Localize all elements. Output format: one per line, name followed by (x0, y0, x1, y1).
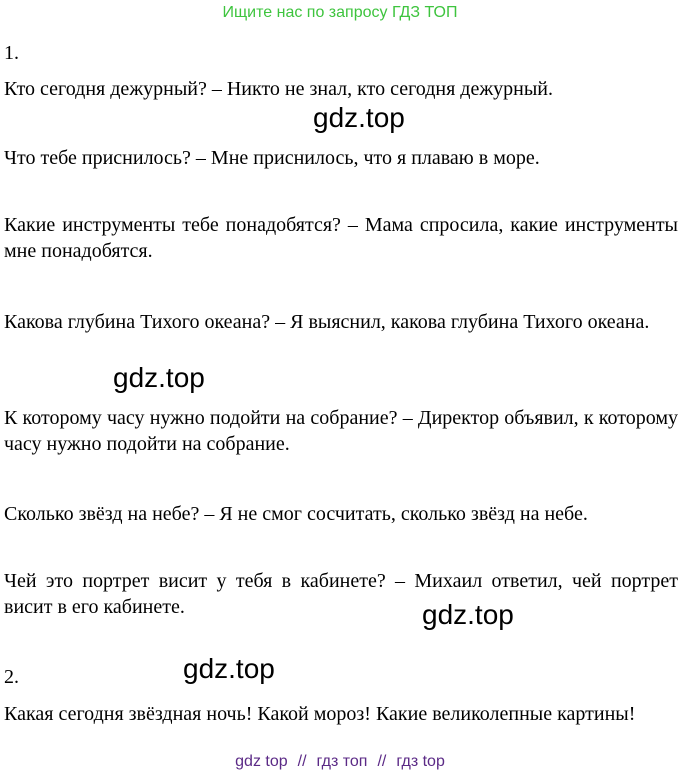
footer-link-1[interactable]: gdz top (235, 753, 288, 770)
header-search-hint[interactable]: Ищите нас по запросу ГДЗ ТОП (222, 4, 458, 21)
sentence-4: Какова глубина Тихого океана? – Я выяснил, какова глубина Тихого океана. (4, 311, 650, 333)
sentence-1: Кто сегодня дежурный? – Никто не знал, кто сегодня дежурный. (4, 78, 553, 100)
watermark-3: gdz.top (422, 599, 514, 630)
footer-separator: // (377, 753, 387, 770)
footer-links (0, 752, 680, 772)
section-2-number: 2. (4, 666, 19, 688)
section-1-number: 1. (4, 42, 19, 64)
sentence-7: Чей это портрет висит у тебя в кабинете? – Михаил ответил, чей портрет висит в его кабинете. (4, 570, 678, 618)
footer-link-3[interactable]: гдз top (396, 753, 445, 770)
watermark-1: gdz.top (313, 102, 405, 133)
footer-link-2[interactable]: гдз топ (316, 753, 368, 770)
sentence-2: Что тебе приснилось? – Мне приснилось, что я плаваю в море. (4, 147, 540, 169)
section-2-text: Какая сегодня звёздная ночь! Какой мороз! Какие великолепные картины! (4, 703, 636, 725)
footer-separator: // (297, 753, 307, 770)
watermark-4: gdz.top (183, 653, 275, 684)
sentence-5: К которому часу нужно подойти на собрание? – Директор объявил, к которому часу нужно подойти на собрание. (4, 407, 678, 455)
watermark-2: gdz.top (113, 362, 205, 393)
sentence-6: Сколько звёзд на небе? – Я не смог сосчитать, сколько звёзд на небе. (4, 503, 588, 525)
sentence-3: Какие инструменты тебе понадобятся? – Мама спросила, какие инструменты мне понадобятся. (4, 214, 678, 262)
